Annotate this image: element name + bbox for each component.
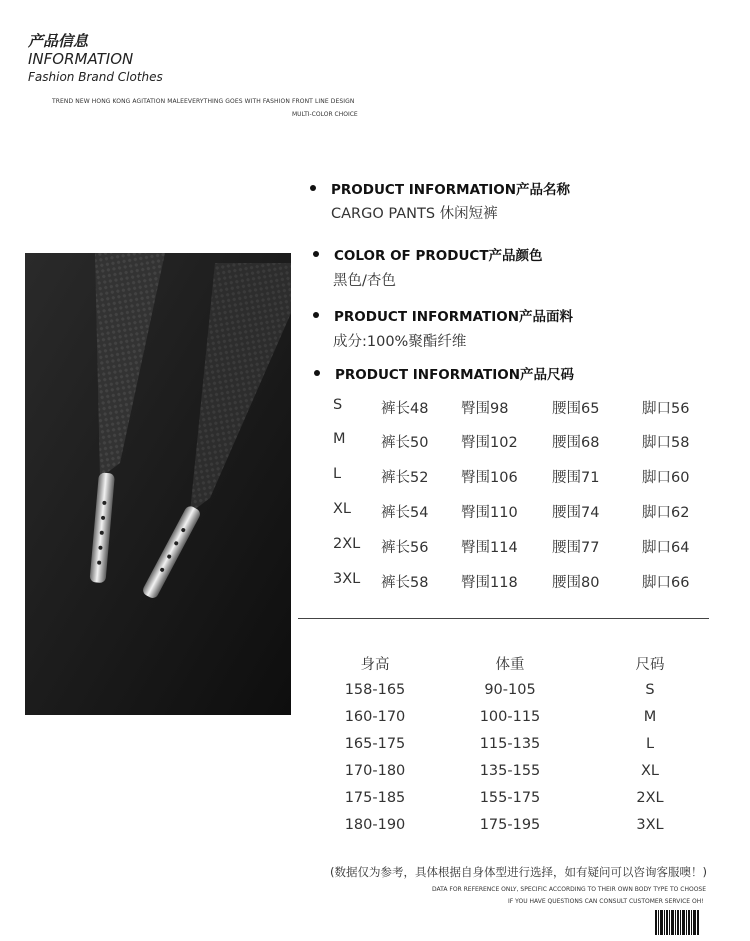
product-name-heading: PRODUCT INFORMATION产品名称: [310, 178, 570, 198]
subtitle: Fashion Brand Clothes: [28, 70, 163, 84]
hip: 臀围110: [461, 505, 518, 521]
hip: 臀围114: [461, 540, 518, 556]
tagline-2: MULTI-COLOR CHOICE: [292, 111, 358, 118]
product-name-value: CARGO PANTS 休闲短裤: [331, 206, 498, 222]
height-cell: 165-175: [344, 736, 406, 752]
height-cell: 180-190: [344, 817, 406, 833]
product-photo: [25, 253, 291, 715]
weight-cell: 175-195: [479, 817, 541, 833]
weight-cell: 100-115: [479, 709, 541, 725]
product-color-heading: COLOR OF PRODUCT产品颜色: [313, 244, 543, 264]
drawstring-cord-photo: [25, 253, 291, 715]
product-size-heading: PRODUCT INFORMATION产品尺码: [314, 363, 574, 383]
size-label: M: [333, 431, 346, 447]
height-cell: 158-165: [344, 682, 406, 698]
hem: 脚口62: [642, 505, 690, 521]
pants-length: 裤长56: [381, 540, 429, 556]
height-cell: 170-180: [344, 763, 406, 779]
barcode-icon: [655, 910, 699, 935]
product-color-value: 黑色/杏色: [333, 273, 396, 289]
pants-length: 裤长50: [381, 435, 429, 451]
header-weight: 体重: [495, 657, 525, 673]
title-en: INFORMATION: [28, 50, 134, 68]
waist: 腰围74: [552, 505, 600, 521]
hip: 臀围102: [461, 435, 518, 451]
size-row: [333, 397, 713, 419]
hem: 脚口66: [642, 575, 690, 591]
divider: [298, 618, 709, 619]
hem: 脚口60: [642, 470, 690, 486]
bullet-icon: [310, 185, 316, 191]
disclaimer-1: DATA FOR REFERENCE ONLY, SPECIFIC ACCORDING TO THEIR OWN BODY TYPE TO CHOOSE: [432, 886, 707, 893]
weight-cell: 90-105: [484, 682, 536, 698]
tagline-1: TREND NEW HONG KONG AGITATION MALEEVERYTHING GOES WITH FASHION FRONT LINE DESIGN: [52, 98, 355, 105]
disclaimer-2: IF YOU HAVE QUESTIONS CAN CONSULT CUSTOMER SERVICE OH!: [508, 898, 704, 905]
waist: 腰围71: [552, 470, 600, 486]
waist: 腰围68: [552, 435, 600, 451]
size-cell: L: [645, 736, 655, 752]
size-label: L: [333, 466, 342, 482]
weight-cell: 135-155: [479, 763, 541, 779]
size-label: S: [333, 397, 343, 413]
hem: 脚口64: [642, 540, 690, 556]
pants-length: 裤长52: [381, 470, 429, 486]
hem: 脚口56: [642, 401, 690, 417]
size-row: [333, 501, 713, 523]
header-size: 尺码: [635, 657, 665, 673]
title-cn: 产品信息: [28, 32, 89, 50]
size-label: 3XL: [333, 571, 361, 587]
size-row: [333, 466, 713, 488]
size-cell: 3XL: [636, 817, 664, 833]
product-fabric-value: 成分:100%聚酯纤维: [333, 334, 467, 350]
height-cell: 160-170: [344, 709, 406, 725]
pants-length: 裤长54: [381, 505, 429, 521]
size-cell: M: [643, 709, 657, 725]
pants-length: 裤长48: [381, 401, 429, 417]
hem: 脚口58: [642, 435, 690, 451]
product-fabric-heading: PRODUCT INFORMATION产品面料: [313, 305, 573, 325]
size-label: XL: [333, 501, 352, 517]
header-height: 身高: [360, 657, 390, 673]
height-cell: 175-185: [344, 790, 406, 806]
size-label: 2XL: [333, 536, 361, 552]
size-cell: 2XL: [636, 790, 664, 806]
hip: 臀围118: [461, 575, 518, 591]
weight-cell: 155-175: [479, 790, 541, 806]
bullet-icon: [313, 251, 319, 257]
hip: 臀围106: [461, 470, 518, 486]
bullet-icon: [314, 370, 320, 376]
weight-cell: 115-135: [479, 736, 541, 752]
reference-note: (数据仅为参考，具体根据自身体型进行选择，如有疑问可以咨询客服噢！): [330, 865, 707, 879]
size-row: [333, 536, 713, 558]
size-cell: XL: [640, 763, 659, 779]
pants-length: 裤长58: [381, 575, 429, 591]
bullet-icon: [313, 312, 319, 318]
hip: 臀围98: [461, 401, 509, 417]
size-cell: S: [645, 682, 655, 698]
waist: 腰围65: [552, 401, 600, 417]
waist: 腰围80: [552, 575, 600, 591]
size-row: [333, 431, 713, 453]
waist: 腰围77: [552, 540, 600, 556]
size-row: [333, 571, 713, 593]
